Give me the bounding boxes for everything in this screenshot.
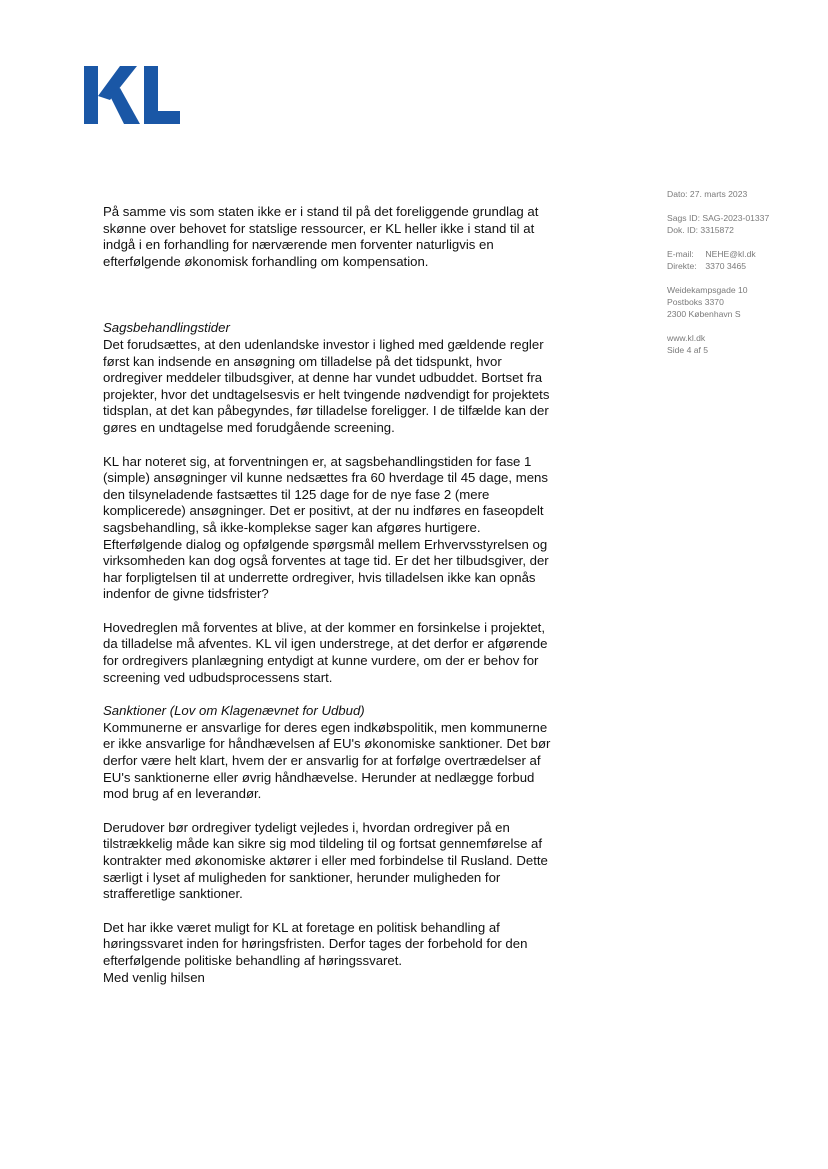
case-id: Sags ID: SAG-2023-01337	[667, 213, 770, 223]
phone-value: 3370 3465	[705, 261, 747, 271]
heading-sanktioner: Sanktioner (Lov om Klagenævnet for Udbud)	[103, 703, 365, 719]
paragraph-political-reservation: Det har ikke været muligt for KL at foretage en politisk behandling af høringssvaret inden for høringsfristen. Derfor tages der forbehold for den efterfølgende politiske behandling af høringssvaret.	[103, 919, 528, 968]
email-row	[667, 248, 817, 260]
email-value: NEHE@kl.dk	[705, 249, 756, 259]
paragraph-delay: Hovedreglen må forventes at blive, at der kommer en forsinkelse i projektet, da tilladelse må afventes. KL vil igen understrege, at det derfor er afgørende for ordregivers planlægning entydigt at kunne vurdere, om der er behov for screening ved udbudsprocessens start.	[103, 619, 548, 685]
document-id: Dok. ID: 3315872	[667, 225, 734, 235]
paragraph-guidance: Derudover bør ordregiver tydeligt vejledes i, hvordan ordregiver på en tilstrækkelig måde kan sikre sig mod tildeling til og fortsat gennemførelse af kontrakter med økonomiske aktører i eller med forbindelse til Rusland. Dette særligt i lyset af muligheden for sanktioner, herunder muligheden for strafferetlige sanktioner.	[103, 819, 548, 902]
closing-salutation: Med venlig hilsen	[103, 969, 205, 985]
kl-logo	[84, 66, 180, 124]
address-line-3: 2300 København S	[667, 309, 741, 319]
contact-block	[667, 248, 817, 272]
email-label: E-mail:	[667, 249, 694, 259]
document-meta-sidebar	[667, 188, 817, 368]
paragraph-intro: På samme vis som staten ikke er i stand til på det foreliggende grundlag at skønne over behovet for statslige ressourcer, er KL heller ikke i stand til at indgå i en forhandling for nærværende men forventer naturligvis en efterfølgende økonomisk forhandling om kompensation.	[103, 204, 539, 269]
letter-body	[103, 204, 558, 986]
document-date: Dato: 27. marts 2023	[667, 189, 748, 199]
id-block	[667, 212, 817, 236]
phone-row	[667, 260, 817, 272]
address-line-2: Postboks 3370	[667, 297, 724, 307]
address-block	[667, 284, 817, 320]
kl-logo-mark	[84, 66, 180, 124]
date-block	[667, 188, 817, 200]
paragraph-responsibility: Kommunerne er ansvarlige for deres egen indkøbspolitik, men kommunerne er ikke ansvarlige for håndhævelsen af EU's økonomiske sanktioner. Det bør derfor være helt klart, hvem der er ansvarlig for at forfølge overtrædelser af EU's sanktionerne eller øvrig håndhævelse. Herunder at nedlægge forbud mod brug af en leverandør.	[103, 719, 551, 802]
paragraph-investor-application: Det forudsættes, at den udenlandske investor i lighed med gældende regler først kan indsende en ansøgning om tilladelse på det tidspunkt, hvor ordregiver meddeler tilbudsgiver, at denne har vundet udbuddet. Bortset fra projekter, hvor det undtagelsesvis er helt tvingende nødvendigt for projektets tidsplan, at det kan påbegyndes, før tilladelse foreligger. I de tilfælde kan der gøres en undtagelse med forudgående screening.	[103, 336, 550, 435]
paragraph-case-processing-time: KL har noteret sig, at forventningen er, at sagsbehandlingstiden for fase 1 (simple) ansøgninger vil kunne nedsættes fra 60 hverdage til 45 dage, mens den tilsyneladende fastsættes til 125 dage for de nye fase 2 (mere komplicerede) ansøgninger. Det er positivt, at der nu indføres en faseopdelt sagsbehandling, så ikke-komplekse sager kan afgøres hurtigere. Efterfølgende dialog og opfølgende spørgsmål mellem Erhvervsstyrelsen og virksomheden kan dog også forventes at tage tid. Er det her tilbudsgiver, der har forpligtelsen til at underrette ordregiver, hvis tilladelsen ikke kan opnås indenfor de givne tidsfrister?	[103, 453, 549, 602]
web-block	[667, 332, 817, 356]
heading-sagsbehandlingstider: Sagsbehandlingstider	[103, 320, 230, 336]
address-line-1: Weidekampsgade 10	[667, 285, 748, 295]
page-number: Side 4 af 5	[667, 345, 709, 355]
phone-label: Direkte:	[667, 261, 697, 271]
website: www.kl.dk	[667, 333, 706, 343]
